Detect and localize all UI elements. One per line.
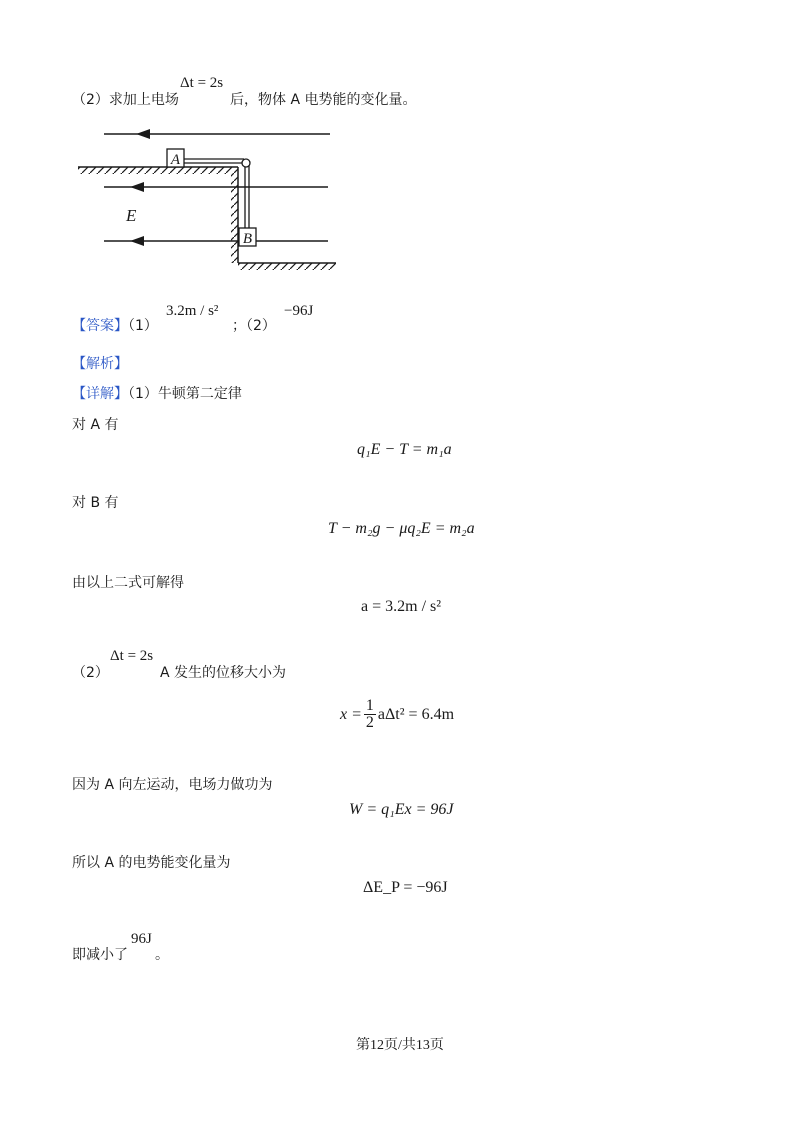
vertical-wall bbox=[231, 167, 238, 263]
answer-value-2: −96J bbox=[284, 303, 314, 319]
answer-part-2-label: （2） bbox=[246, 318, 276, 334]
equation-4-lhs: x = bbox=[340, 705, 362, 723]
equation-5: W = q₁Ex = 96J bbox=[349, 801, 454, 818]
part-2-prefix: （2） bbox=[72, 665, 109, 681]
solve-text: 由以上二式可解得 bbox=[72, 575, 184, 591]
equation-1: q₁E − T = m₁a bbox=[357, 441, 452, 458]
horizontal-surface bbox=[78, 167, 238, 174]
field-line-middle bbox=[104, 182, 328, 192]
conclusion-prefix: 即减小了 bbox=[72, 947, 128, 963]
field-line-top bbox=[104, 129, 330, 139]
equation-4-denominator: 2 bbox=[365, 714, 374, 731]
equation-4-rhs: aΔt² = 6.4m bbox=[377, 705, 455, 723]
question-2-formula: Δt = 2s bbox=[180, 75, 224, 91]
equation-6: ΔE_P = −96J bbox=[363, 879, 448, 896]
question-2-prefix: （2）求加上电场 bbox=[72, 92, 179, 108]
detail-intro-line bbox=[72, 383, 242, 403]
bottom-floor bbox=[238, 263, 336, 270]
detail-intro: （1）牛顿第二定律 bbox=[128, 386, 242, 402]
part-2-suffix: A 发生的位移大小为 bbox=[160, 665, 287, 681]
conclusion-value: 96J bbox=[131, 931, 152, 947]
answer-separator: ； bbox=[232, 318, 246, 334]
because-text: 因为 A 向左运动，电场力做功为 bbox=[72, 777, 273, 793]
answer-value-1: 3.2m / s² bbox=[166, 303, 219, 319]
block-a bbox=[167, 149, 184, 168]
answer-part-1-prefix: （1） bbox=[128, 318, 158, 334]
answer-tag: 【答案】 bbox=[72, 318, 128, 334]
question-2-suffix: 后，物体 A 电势能的变化量。 bbox=[230, 92, 417, 108]
equation-4-numerator: 1 bbox=[365, 697, 374, 714]
equation-2: T − m₂g − μq₂E = m₂a bbox=[328, 520, 475, 537]
equation-4 bbox=[340, 698, 454, 731]
analysis-tag: 【解析】 bbox=[72, 356, 128, 372]
block-b bbox=[239, 228, 256, 247]
detail-tag: 【详解】 bbox=[72, 386, 128, 402]
block-b-label: B bbox=[242, 231, 253, 247]
answer-line bbox=[72, 315, 158, 335]
equation-3: a = 3.2m / s² bbox=[361, 598, 442, 615]
part-2-formula: Δt = 2s bbox=[110, 648, 154, 664]
for-b-text: 对 B 有 bbox=[72, 495, 119, 511]
field-label-e: E bbox=[126, 206, 137, 225]
for-a-text: 对 A 有 bbox=[72, 417, 119, 433]
page-footer: 第12页/共13页 bbox=[356, 1038, 444, 1053]
physics-diagram bbox=[74, 125, 344, 275]
block-a-label: A bbox=[170, 152, 181, 168]
field-line-bottom bbox=[104, 236, 328, 246]
conclusion-suffix: 。 bbox=[155, 947, 169, 963]
therefore-text: 所以 A 的电势能变化量为 bbox=[72, 855, 231, 871]
equation-4-fraction bbox=[364, 698, 376, 731]
answer-part-2-prefix bbox=[232, 315, 276, 335]
pulley bbox=[242, 159, 250, 167]
